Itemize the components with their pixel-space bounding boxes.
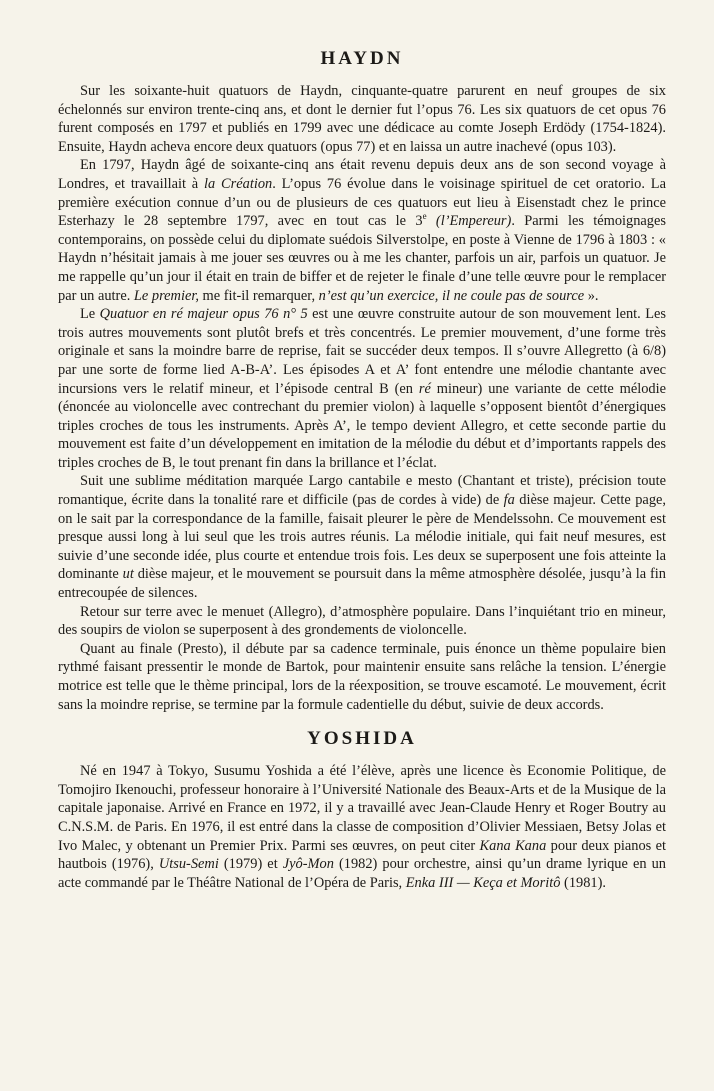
- italic-text: ut: [122, 566, 134, 583]
- text-run: Suit une sublime méditation marquée Largo cantabile e mesto (Chantant et triste), précision toute romantique, écrite dans la tonalité rare et difficile (pas de cordes à vide) de: [58, 473, 666, 509]
- text-run: (1982) pour orchestre, ainsi qu’un drame lyrique en un acte commandé par le Théâtre National de l’Opéra de Paris,: [58, 856, 666, 891]
- program-notes-page: [58, 48, 666, 892]
- text-run: Le: [80, 306, 100, 323]
- paragraph: [58, 305, 666, 472]
- paragraph: [58, 640, 666, 714]
- paragraph: [58, 82, 666, 156]
- text-run: mineur) une variante de cette mélodie (énoncée au violoncelle avec contrechant du premier violon) à laquelle s’opposent bientôt d’énergiques triples croches de tous les instruments. Après A’, le tempo devient Allegro, et cette seconde partie du mouvement est faite d’un développement en imitation de la mélodie du début et d’importants rappels des triples croches de B, le tout prenant fin dans la brillance et l’éclat.: [58, 380, 666, 471]
- italic-text: Jyô-Mon: [282, 856, 334, 873]
- text-run: me fit-il remarquer,: [198, 287, 319, 304]
- text-run: Né en 1947 à Tokyo, Susumu Yoshida a été l’élève, après une licence ès Economie Politique, de Tomojiro Ikenouchi, professeur honoraire à l’Université Nationale des Beaux-Arts et de la Musique de la capitale japonaise. Arrivé en France en 1972, il y a travaillé avec Jean-Claude Henry et Roger Boutry au C.N.S.M. de Paris. En 1976, il est entré dans la classe de composition d’Olivier Messiaen, Betsy Jolas et Ivo Malec, y obtenant un Premier Prix. Parmi ses œuvres, on peut citer: [58, 763, 666, 854]
- text-run: ».: [584, 287, 599, 304]
- text-run: dièse majeur. Cette page, on le sait par la correspondance de la famille, faisait pleurer le père de Mendelssohn. Ce mouvement est presque aussi long à lui seul que les trois autres réunis. La mélodie initiale, qui fait neuf mesures, est suivie d’une seconde idée, plus courte et entendue trois fois. Les deux se superposent une fois atteinte la dominante: [58, 492, 666, 583]
- italic-text: ré: [418, 380, 431, 397]
- text-run: dièse majeur, et le mouvement se poursuit dans la même atmosphère désolée, jusqu’à la fin entrecoupée de silences.: [58, 566, 667, 602]
- text-run: Sur les soixante-huit quatuors de Haydn, cinquante-quatre parurent en neuf groupes de six échelonnés sur environ trente-cinq ans, et dont le dernier fut l’opus 76. Les six quatuors de cet opus 76 furent composés en 1797 et publiés en 1799 avec une dédicace au comte Joseph Erdödy (1754-1824). Ensuite, Haydn acheva encore deux quatuors (opus 77) et en laissa un autre inachevé (opus 103).: [58, 83, 666, 155]
- text-run: En 1797, Haydn âgé de soixante-cinq ans était revenu depuis deux ans de son second voyage à Londres, et travaillait à: [58, 157, 666, 192]
- text-run: [427, 213, 436, 229]
- italic-text: la Création: [204, 175, 273, 192]
- yoshida-section: [58, 728, 666, 892]
- text-run: (1979) et: [218, 856, 283, 873]
- text-run: pour deux pianos et hautbois (1976),: [58, 837, 667, 873]
- section-title-yoshida: YOSHIDA: [307, 728, 417, 750]
- text-run: e: [422, 211, 427, 222]
- paragraph: [58, 762, 666, 892]
- paragraph: [58, 472, 666, 602]
- haydn-body: [58, 82, 666, 714]
- yoshida-body: [58, 762, 666, 892]
- text-run: est une œuvre construite autour de son mouvement lent. Les trois autres mouvements sont plutôt brefs et très concentrés. Le premier mouvement, d’une forme très originale et sans la moindre barre de reprise, fait se succéder deux tempos. Il s’ouvre Allegretto (à 6/8) par une sorte de forme lied A-B-A’. Les épisodes A et A’ font entendre une mélodie chantante avec incursions vers le relatif mineur, et l’épisode central B (en: [58, 306, 666, 397]
- text-run: . Parmi les témoignages contemporains, on possède celui du diplomate suédois Silverstolpe, en poste à Vienne de 1796 à 1803 : « Haydn n’hésitait jamais à me jouer ses œuvres ou à me les chanter, parfois un air, parfois un quatuor. Je me rappelle qu’un jour il était en train de biffer et de rejeter le finale d’une telle œuvre pour le remplacer par un autre.: [58, 213, 666, 304]
- italic-text: Quatuor en ré majeur opus 76 n° 5: [99, 306, 308, 323]
- italic-text: fa: [503, 492, 515, 509]
- haydn-section: [58, 48, 666, 714]
- italic-text: Enka III — Keça et Moritô: [405, 874, 561, 891]
- italic-text: n’est qu’un exercice, il ne coule pas de source: [318, 287, 585, 304]
- italic-text: (l’Empereur): [435, 213, 512, 230]
- paragraph: [58, 603, 666, 640]
- text-run: . L’opus 76 évolue dans le voisinage spirituel de cet oratorio. La première exécution connue d’un ou de plusieurs de ces quatuors eut lieu à Eisenstadt chez le prince Esterhazy le 28 septembre 1797, avec en tout cas le 3: [58, 175, 666, 230]
- italic-text: Le premier,: [133, 287, 199, 304]
- text-run: (1981).: [560, 874, 606, 891]
- italic-text: Kana Kana: [479, 837, 547, 854]
- italic-text: Utsu-Semi: [158, 856, 219, 873]
- text-run: Retour sur terre avec le menuet (Allegro), d’atmosphère populaire. Dans l’inquiétant trio en mineur, des soupirs de violon se superposent à des grondements de violoncelle.: [58, 603, 666, 639]
- section-title-haydn: HAYDN: [320, 48, 404, 69]
- paragraph: [58, 156, 666, 305]
- text-run: Quant au finale (Presto), il débute par sa cadence terminale, puis énonce un thème populaire bien rythmé faisant pressentir le monde de Bartok, pour maintenir ensuite sans relâche la tension. L’énergie motrice est telle que le thème principal, lors de la réexposition, se trouve escamoté. Le mouvement, écrit sans la moindre reprise, se termine par la formule cadentielle du début, suivie de deux accords.: [58, 640, 666, 713]
